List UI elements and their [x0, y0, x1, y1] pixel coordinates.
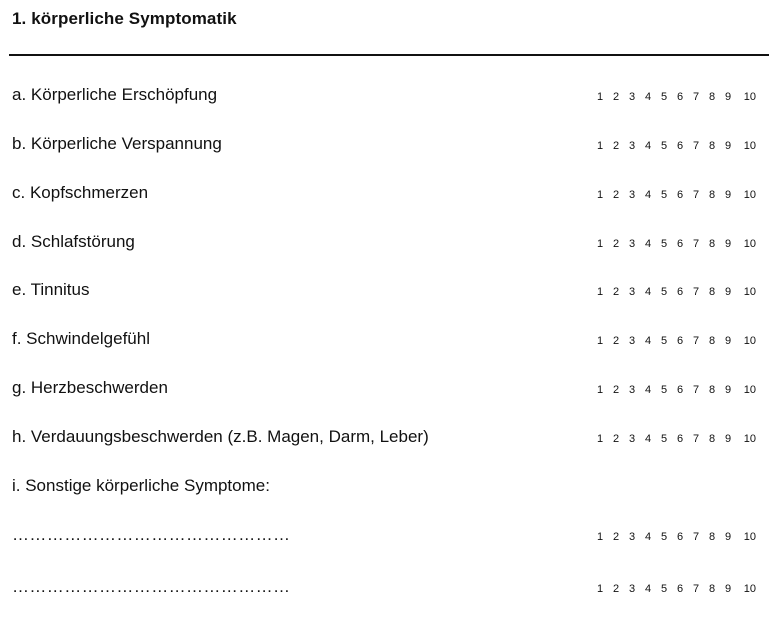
- rating-option-3[interactable]: 3: [628, 286, 636, 298]
- symptom-label: a. Körperliche Erschöpfung: [12, 85, 218, 104]
- rating-option-1[interactable]: 1: [596, 238, 604, 250]
- rating-option-10[interactable]: 10: [743, 583, 756, 595]
- rating-option-2[interactable]: 2: [612, 189, 620, 201]
- section-divider: [9, 54, 769, 56]
- symptom-row-herzbeschwerden: [12, 378, 770, 402]
- rating-option-10[interactable]: 10: [743, 335, 756, 347]
- symptom-label: g. Herzbeschwerden: [12, 378, 168, 397]
- write-in-blank[interactable]: …………………………………………: [12, 525, 291, 544]
- rating-option-9[interactable]: 9: [724, 286, 732, 298]
- rating-scale: [592, 286, 756, 298]
- rating-option-3[interactable]: 3: [628, 531, 636, 543]
- rating-option-9[interactable]: 9: [724, 189, 732, 201]
- rating-option-2[interactable]: 2: [612, 91, 620, 103]
- rating-option-8[interactable]: 8: [708, 583, 716, 595]
- rating-option-1[interactable]: 1: [596, 433, 604, 445]
- rating-option-5[interactable]: 5: [660, 433, 668, 445]
- rating-option-6[interactable]: 6: [676, 583, 684, 595]
- rating-option-8[interactable]: 8: [708, 238, 716, 250]
- rating-scale: [592, 433, 756, 445]
- rating-option-3[interactable]: 3: [628, 91, 636, 103]
- rating-option-4[interactable]: 4: [644, 583, 652, 595]
- rating-option-1[interactable]: 1: [596, 583, 604, 595]
- rating-option-3[interactable]: 3: [628, 335, 636, 347]
- rating-scale: [592, 91, 756, 103]
- rating-option-7[interactable]: 7: [692, 286, 700, 298]
- rating-option-2[interactable]: 2: [612, 286, 620, 298]
- rating-option-7[interactable]: 7: [692, 531, 700, 543]
- rating-option-6[interactable]: 6: [676, 238, 684, 250]
- rating-option-1[interactable]: 1: [596, 384, 604, 396]
- rating-option-3[interactable]: 3: [628, 583, 636, 595]
- rating-option-8[interactable]: 8: [708, 286, 716, 298]
- rating-option-1[interactable]: 1: [596, 531, 604, 543]
- rating-option-10[interactable]: 10: [743, 384, 756, 396]
- rating-option-7[interactable]: 7: [692, 91, 700, 103]
- rating-option-1[interactable]: 1: [596, 189, 604, 201]
- symptom-label: h. Verdauungsbeschwerden (z.B. Magen, Darm, Leber): [12, 427, 429, 446]
- rating-option-8[interactable]: 8: [708, 531, 716, 543]
- rating-scale: [592, 335, 756, 347]
- rating-option-1[interactable]: 1: [596, 335, 604, 347]
- rating-option-5[interactable]: 5: [660, 286, 668, 298]
- rating-option-10[interactable]: 10: [743, 531, 756, 543]
- rating-scale: [592, 238, 756, 250]
- rating-option-4[interactable]: 4: [644, 189, 652, 201]
- rating-option-9[interactable]: 9: [724, 583, 732, 595]
- rating-option-1[interactable]: 1: [596, 91, 604, 103]
- symptom-row-verdauungsbeschwerden: [12, 427, 770, 451]
- rating-option-2[interactable]: 2: [612, 140, 620, 152]
- rating-scale: [592, 583, 756, 595]
- rating-option-7[interactable]: 7: [692, 189, 700, 201]
- rating-option-7[interactable]: 7: [692, 384, 700, 396]
- rating-option-6[interactable]: 6: [676, 531, 684, 543]
- rating-option-6[interactable]: 6: [676, 433, 684, 445]
- rating-option-9[interactable]: 9: [724, 433, 732, 445]
- symptom-label: f. Schwindelgefühl: [12, 329, 150, 348]
- rating-option-10[interactable]: 10: [743, 189, 756, 201]
- rating-option-1[interactable]: 1: [596, 140, 604, 152]
- rating-option-8[interactable]: 8: [708, 189, 716, 201]
- rating-option-10[interactable]: 10: [743, 91, 756, 103]
- rating-option-3[interactable]: 3: [628, 384, 636, 396]
- rating-option-7[interactable]: 7: [692, 238, 700, 250]
- symptom-row-schwindelgefuehl: [12, 329, 770, 353]
- rating-option-6[interactable]: 6: [676, 286, 684, 298]
- symptom-label: b. Körperliche Verspannung: [12, 134, 222, 153]
- rating-option-6[interactable]: 6: [676, 335, 684, 347]
- rating-option-5[interactable]: 5: [660, 531, 668, 543]
- rating-option-4[interactable]: 4: [644, 433, 652, 445]
- rating-option-9[interactable]: 9: [724, 238, 732, 250]
- rating-option-4[interactable]: 4: [644, 531, 652, 543]
- rating-option-8[interactable]: 8: [708, 140, 716, 152]
- write-in-blank[interactable]: …………………………………………: [12, 577, 291, 596]
- rating-option-5[interactable]: 5: [660, 384, 668, 396]
- rating-option-2[interactable]: 2: [612, 583, 620, 595]
- rating-option-5[interactable]: 5: [660, 140, 668, 152]
- rating-scale: [592, 189, 756, 201]
- rating-scale: [592, 140, 756, 152]
- rating-option-2[interactable]: 2: [612, 384, 620, 396]
- other-symptoms-label: i. Sonstige körperliche Symptome:: [12, 476, 270, 495]
- rating-option-6[interactable]: 6: [676, 384, 684, 396]
- rating-scale: [592, 531, 756, 543]
- symptom-label: c. Kopfschmerzen: [12, 183, 149, 202]
- rating-option-4[interactable]: 4: [644, 238, 652, 250]
- symptom-row-tinnitus: [12, 280, 770, 304]
- rating-option-4[interactable]: 4: [644, 384, 652, 396]
- rating-option-10[interactable]: 10: [743, 238, 756, 250]
- rating-option-2[interactable]: 2: [612, 433, 620, 445]
- rating-option-2[interactable]: 2: [612, 238, 620, 250]
- rating-option-1[interactable]: 1: [596, 286, 604, 298]
- rating-option-8[interactable]: 8: [708, 384, 716, 396]
- rating-option-7[interactable]: 7: [692, 140, 700, 152]
- section-title: 1. körperliche Symptomatik: [12, 9, 237, 28]
- rating-option-7[interactable]: 7: [692, 583, 700, 595]
- symptom-row-kopfschmerzen: [12, 183, 770, 207]
- symptom-row-koerperliche-verspannung: [12, 134, 770, 158]
- rating-option-9[interactable]: 9: [724, 531, 732, 543]
- rating-option-9[interactable]: 9: [724, 335, 732, 347]
- rating-option-2[interactable]: 2: [612, 531, 620, 543]
- rating-option-7[interactable]: 7: [692, 335, 700, 347]
- rating-option-6[interactable]: 6: [676, 91, 684, 103]
- rating-option-8[interactable]: 8: [708, 335, 716, 347]
- rating-option-9[interactable]: 9: [724, 140, 732, 152]
- rating-option-4[interactable]: 4: [644, 286, 652, 298]
- symptom-label: e. Tinnitus: [12, 280, 90, 299]
- rating-option-3[interactable]: 3: [628, 189, 636, 201]
- other-symptoms-heading-row: [12, 476, 770, 500]
- rating-option-10[interactable]: 10: [743, 140, 756, 152]
- rating-option-2[interactable]: 2: [612, 335, 620, 347]
- rating-option-9[interactable]: 9: [724, 91, 732, 103]
- other-symptom-row-1: [12, 525, 770, 549]
- rating-option-5[interactable]: 5: [660, 583, 668, 595]
- rating-option-3[interactable]: 3: [628, 140, 636, 152]
- symptom-row-schlafstoerung: [12, 232, 770, 256]
- rating-option-7[interactable]: 7: [692, 433, 700, 445]
- rating-option-4[interactable]: 4: [644, 91, 652, 103]
- symptom-label: d. Schlafstörung: [12, 232, 135, 251]
- rating-option-8[interactable]: 8: [708, 91, 716, 103]
- rating-option-10[interactable]: 10: [743, 433, 756, 445]
- rating-option-4[interactable]: 4: [644, 140, 652, 152]
- rating-scale: [592, 384, 756, 396]
- rating-option-5[interactable]: 5: [660, 335, 668, 347]
- rating-option-5[interactable]: 5: [660, 91, 668, 103]
- other-symptom-row-2: [12, 577, 770, 601]
- symptom-row-koerperliche-erschoepfung: [12, 85, 770, 109]
- rating-option-8[interactable]: 8: [708, 433, 716, 445]
- rating-option-6[interactable]: 6: [676, 140, 684, 152]
- rating-option-3[interactable]: 3: [628, 433, 636, 445]
- rating-option-4[interactable]: 4: [644, 335, 652, 347]
- rating-option-6[interactable]: 6: [676, 189, 684, 201]
- rating-option-5[interactable]: 5: [660, 238, 668, 250]
- rating-option-3[interactable]: 3: [628, 238, 636, 250]
- rating-option-9[interactable]: 9: [724, 384, 732, 396]
- rating-option-5[interactable]: 5: [660, 189, 668, 201]
- rating-option-10[interactable]: 10: [743, 286, 756, 298]
